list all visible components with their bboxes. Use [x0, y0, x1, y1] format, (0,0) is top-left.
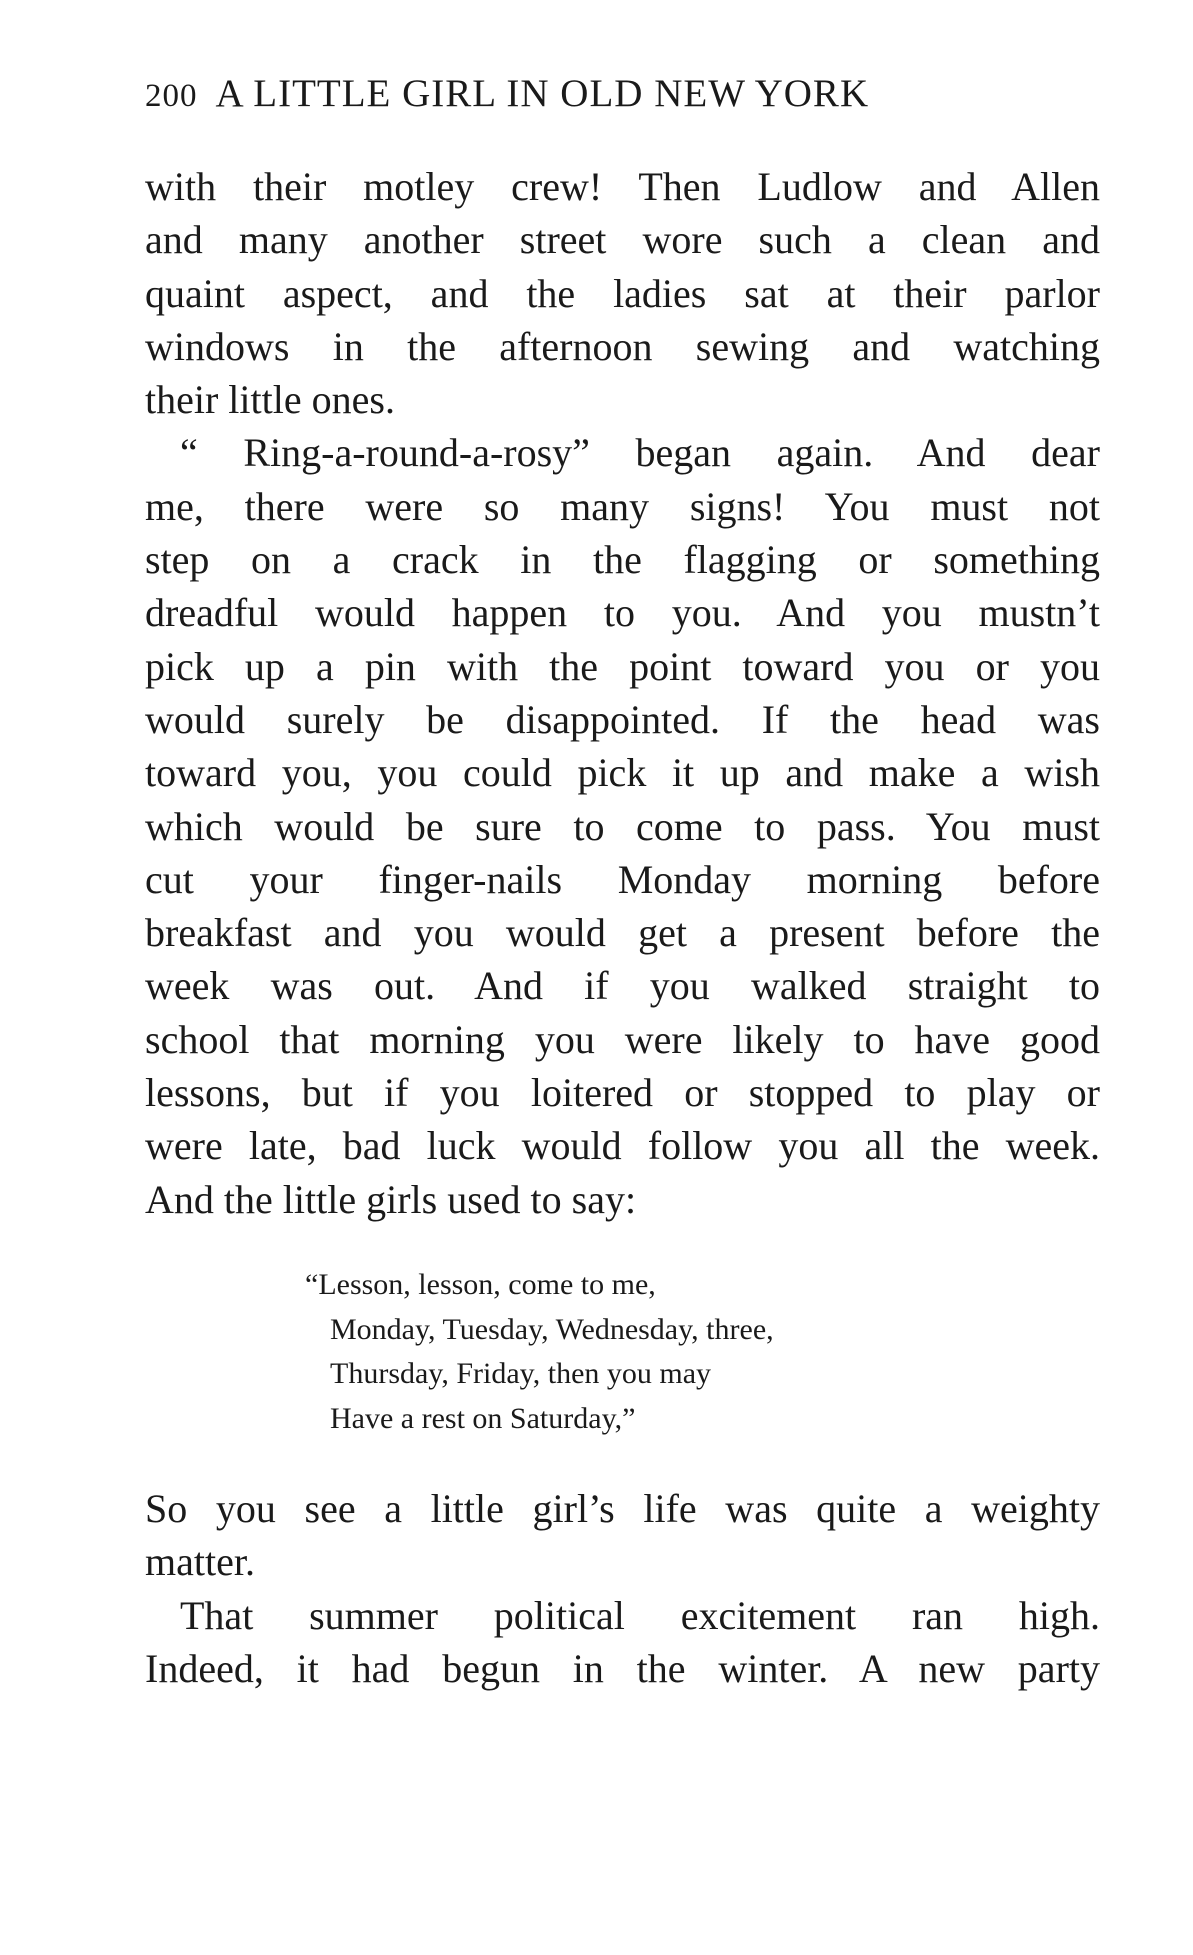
- verse-block: [305, 1263, 1005, 1441]
- text-line: And the little girls used to say:: [145, 1176, 637, 1222]
- text-line: pick up a pin with the point toward you or you: [145, 643, 1100, 689]
- text-line: and many another street wore such a clean and: [145, 217, 1100, 263]
- text-line: which would be sure to come to pass. You must: [145, 803, 1100, 849]
- text-line: windows in the afternoon sewing and watching: [145, 323, 1100, 369]
- text-line: Indeed, it had begun in the winter. A new party: [145, 1645, 1100, 1691]
- text-line: dreadful would happen to you. And you mustn’t: [145, 590, 1100, 636]
- text-line: school that morning you were likely to have good: [145, 1016, 1100, 1062]
- main-text-block: [145, 160, 1100, 1226]
- text-line: “ Ring-a-round-a-rosy” began again. And dear: [180, 430, 1100, 476]
- text-line: their little ones.: [145, 377, 395, 423]
- text-line: lessons, but if you loitered or stopped to play or: [145, 1070, 1100, 1116]
- verse-line: Thursday, Friday, then you may: [330, 1357, 712, 1390]
- verse-line: Have a rest on Saturday,”: [330, 1401, 636, 1435]
- running-head: [145, 70, 1045, 120]
- text-line: would surely be disappointed. If the head was: [145, 696, 1100, 742]
- closing-text-block: [145, 1482, 1100, 1695]
- text-line: me, there were so many signs! You must not: [145, 483, 1100, 529]
- text-line: week was out. And if you walked straight to: [145, 963, 1100, 1009]
- text-line: step on a crack in the flagging or something: [145, 537, 1100, 583]
- text-line: So you see a little girl’s life was quite a weighty: [145, 1486, 1100, 1531]
- text-line: matter.: [145, 1539, 255, 1585]
- text-line: were late, bad luck would follow you all the week.: [145, 1123, 1100, 1169]
- text-line: with their motley crew! Then Ludlow and Allen: [145, 164, 1100, 209]
- page-number: 200: [145, 78, 198, 114]
- verse-line: Monday, Tuesday, Wednesday, three,: [330, 1312, 774, 1346]
- running-title: A LITTLE GIRL IN OLD NEW YORK: [215, 72, 870, 115]
- text-line: breakfast and you would get a present before the: [145, 910, 1100, 956]
- text-line: quaint aspect, and the ladies sat at their parlor: [145, 270, 1100, 316]
- text-line: toward you, you could pick it up and make a wish: [145, 750, 1100, 796]
- text-line: That summer political excitement ran high.: [180, 1592, 1100, 1638]
- text-line: cut your finger-nails Monday morning before: [145, 856, 1100, 902]
- verse-line: “Lesson, lesson, come to me,: [305, 1268, 656, 1301]
